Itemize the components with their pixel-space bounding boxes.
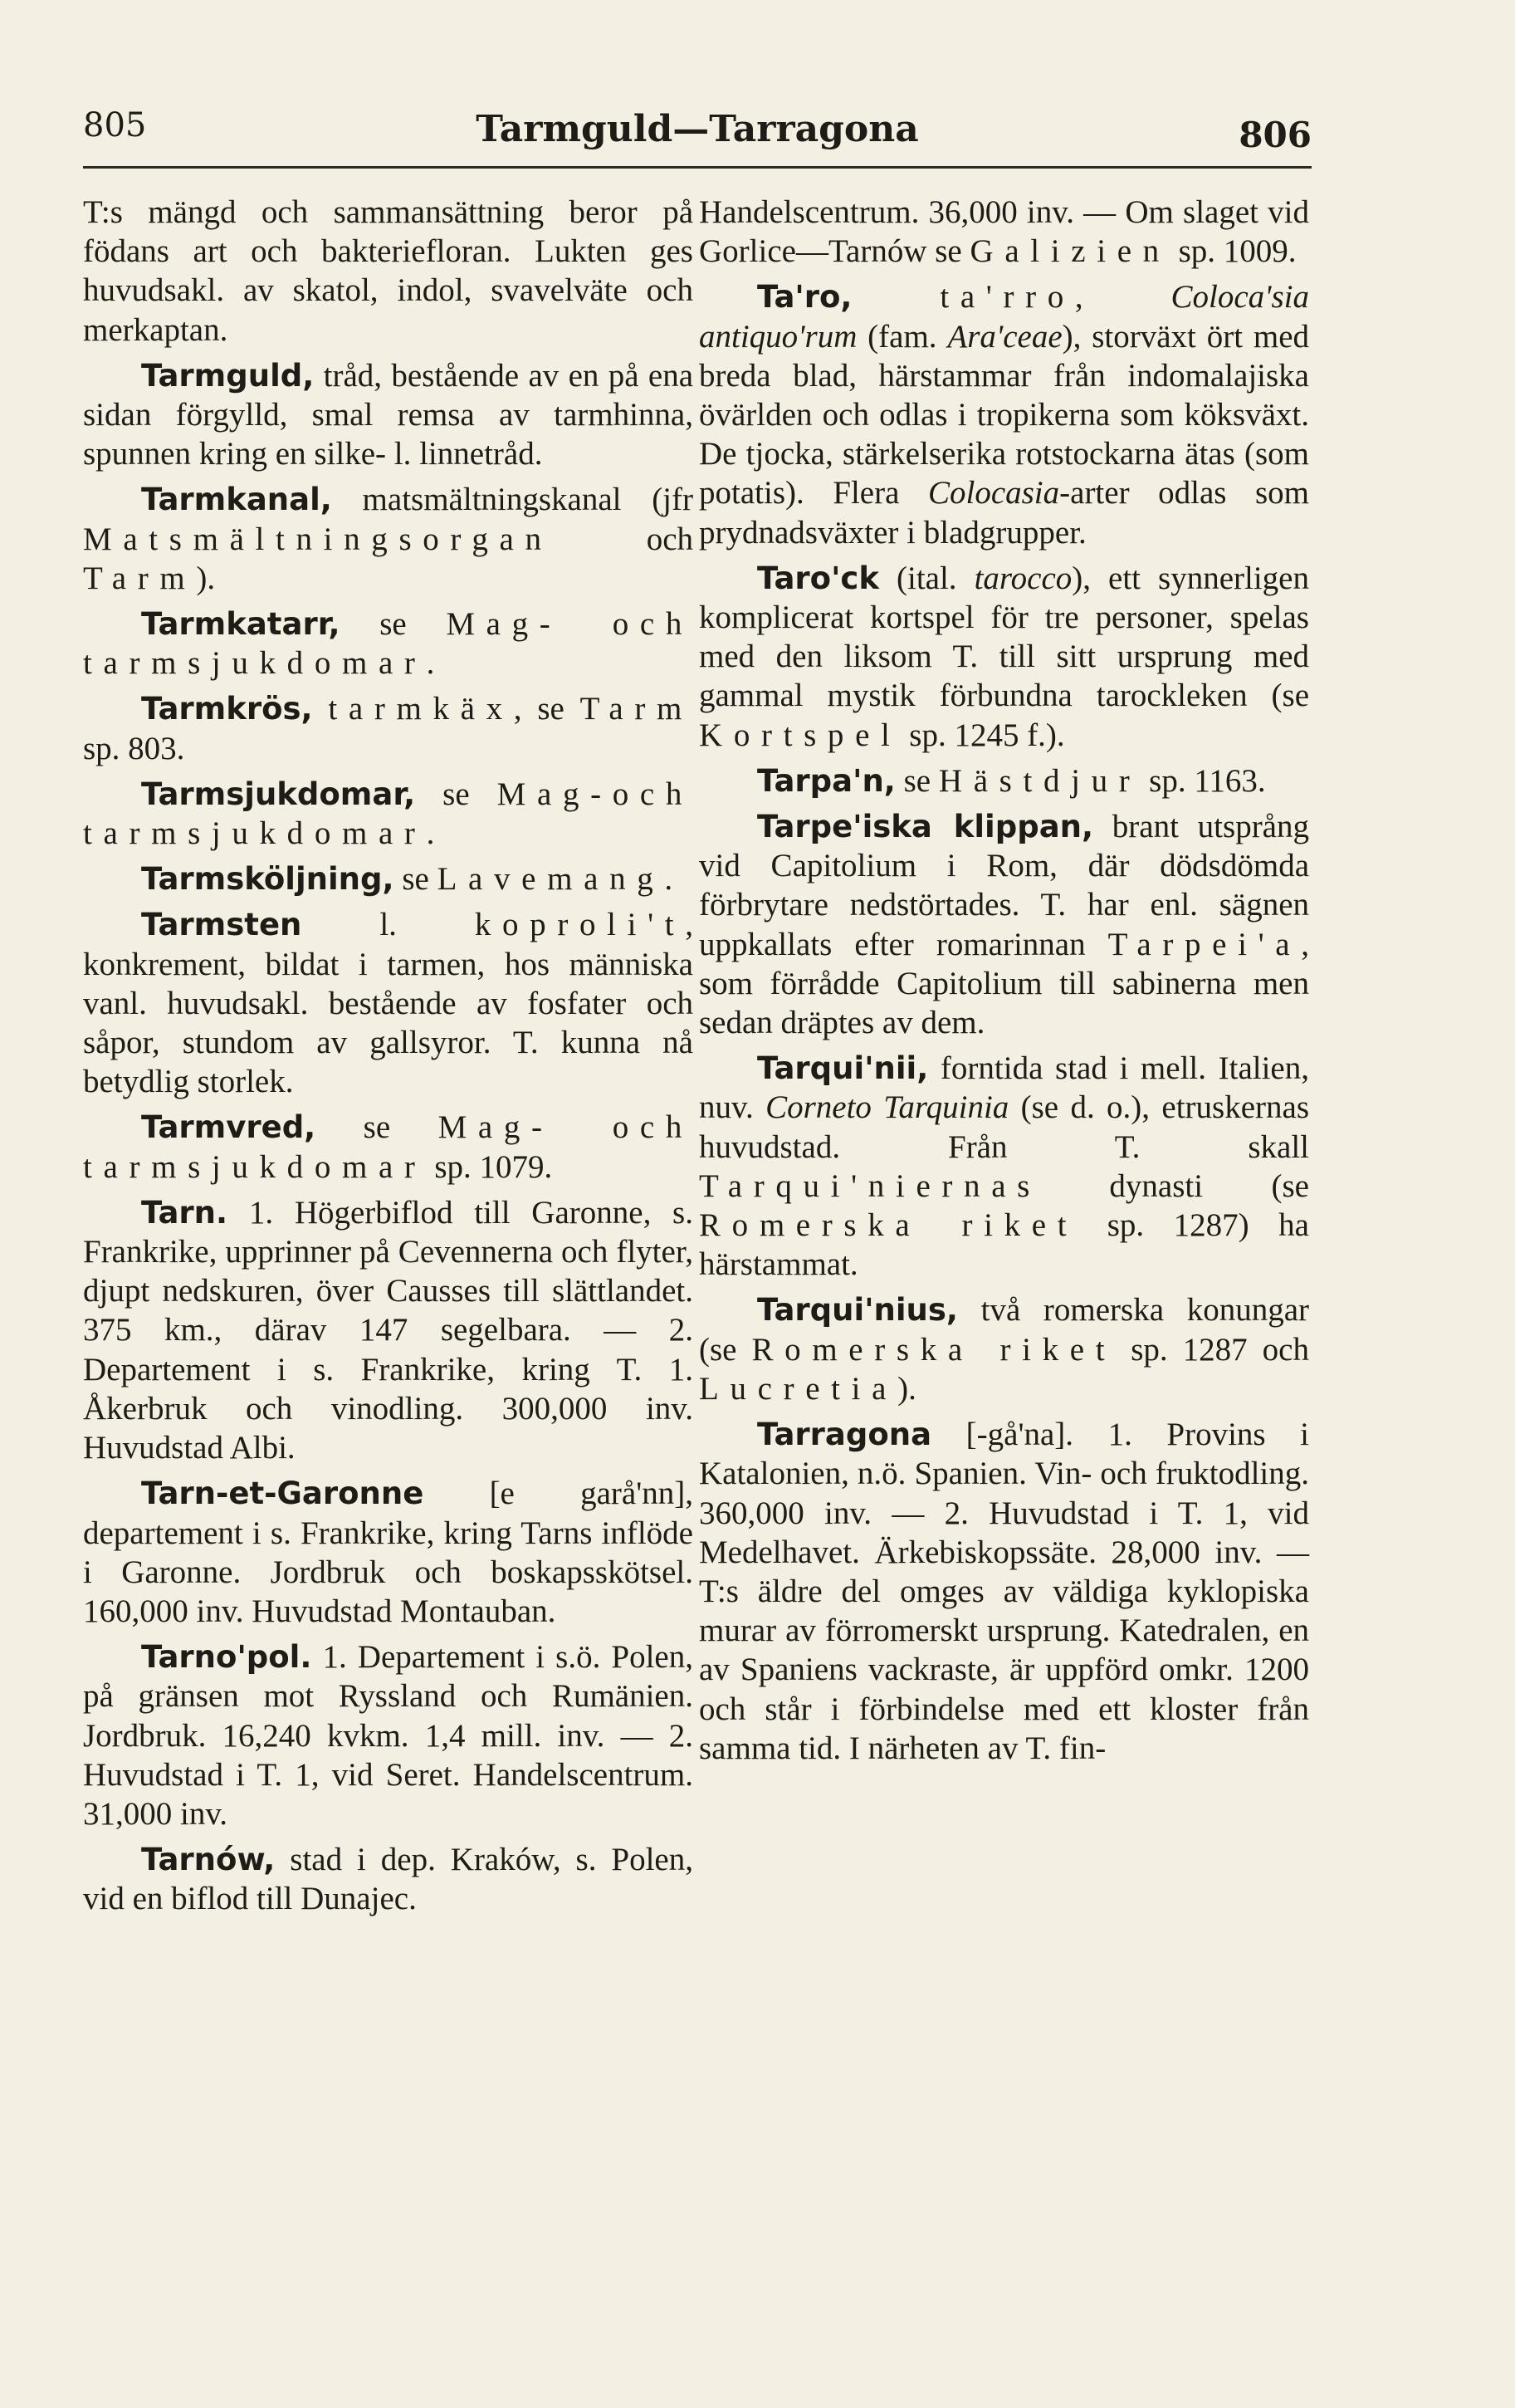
entry-text: forntida stad i mell. Italien, nuv.: [699, 1050, 1309, 1126]
entry-tarnow: [83, 1840, 693, 1918]
cross-reference: Lavemang: [437, 861, 665, 898]
genus-name: Colocasia: [927, 475, 1060, 511]
headword: Tarmguld,: [141, 357, 315, 394]
entry-text: ,: [1074, 279, 1171, 316]
cross-reference: Mag- och tarmsjukdomar: [83, 1109, 693, 1185]
entry-text: se: [393, 861, 437, 898]
headword: Tarmvred,: [141, 1109, 316, 1146]
header-rule: [83, 166, 1312, 169]
entry-text: sp. 1163.: [1141, 762, 1266, 799]
headword: Taro'ck: [757, 560, 879, 596]
left-column: [83, 193, 693, 1926]
modern-name: Corneto Tarquinia: [765, 1089, 1009, 1126]
headword: Tarmkanal,: [141, 482, 332, 518]
entry-continuation: [699, 193, 1309, 271]
synonym: tarmkäx: [328, 691, 514, 727]
entry-text: , som förrådde Capitolium till sabinerna men sedan dräptes av dem.: [699, 926, 1309, 1041]
entry-tarquinius: [699, 1290, 1309, 1408]
entry-text: T:s mängd och sammansättning beror på födans art och bakteriefloran. Lukten ges huvudsakl. av skatol, indol, svavelväte och merkaptan.: [83, 194, 693, 348]
page-number-right: 806: [1239, 115, 1312, 155]
entry-tarmkanal: [83, 480, 693, 598]
entry-text: ).: [897, 1370, 916, 1407]
latin-name: Coloca'sia antiquo'rum: [699, 279, 1310, 355]
entry-tarmskoljning: [83, 859, 693, 898]
cross-reference: Mag-och tarmsjukdomar: [83, 776, 693, 852]
headword: Tarqui'nius,: [757, 1292, 958, 1329]
page-number-left: 805: [83, 106, 147, 144]
entry-text: sp. 1287 och: [1116, 1331, 1309, 1368]
headword: Tarno'pol.: [141, 1639, 312, 1676]
headword: Tarn-et-Garonne: [141, 1476, 424, 1512]
entry-text: .: [426, 645, 435, 682]
entry-text: ), storväxt ört med breda blad, härstammar från indomalajiska övärlden och odlas i tropikerna som köksväxt. De tjocka, stärkelserika rotstockarna ätas (som potatis). Flera: [699, 318, 1309, 511]
cross-reference: Tarm: [83, 560, 197, 596]
entry-text: [853, 279, 941, 315]
entry-text: stad i dep. Kraków, s. Polen, vid en biflod till Dunajec.: [83, 1842, 693, 1917]
cross-reference: Matsmältningsorgan: [83, 521, 553, 557]
entry-text: .: [426, 815, 435, 852]
headword: Ta'ro,: [757, 279, 853, 316]
entry-tarock: [699, 559, 1309, 755]
entry-text: .: [664, 861, 673, 898]
headword: Tarmsköljning,: [141, 861, 394, 898]
headword: Tarragona: [757, 1417, 932, 1453]
headword: Tarpa'n,: [757, 762, 896, 799]
cross-reference: Galizien: [970, 233, 1170, 270]
entry-tarmsjukdomar: [83, 775, 693, 853]
entry-tarmvred: [83, 1108, 693, 1186]
right-column: [699, 193, 1309, 1774]
etymology: tarocco: [974, 560, 1073, 596]
entry-text: sp. 1287) ha härstammat.: [699, 1207, 1309, 1283]
entry-tarmkatarr: [83, 604, 693, 683]
cross-reference: Lucretia: [699, 1370, 898, 1407]
pronunciation: ta'rro: [940, 279, 1075, 316]
cross-reference: Kortspel: [699, 717, 902, 753]
headword: Tarpe'iska klippan,: [757, 809, 1094, 845]
entry-text: Handelscentrum. 36,000 inv. — Om slaget vid Gorlice—Tarnów se: [699, 194, 1309, 270]
entry-tarpeiska-klippan: [699, 807, 1309, 1042]
entry-tarn: [83, 1193, 693, 1467]
entry-text: l.: [301, 907, 475, 943]
entry-text: sp. 803.: [83, 730, 185, 766]
name-reference: Tarqui'niernas: [699, 1167, 1041, 1204]
entry-text: se: [415, 776, 497, 812]
entry-text: ), ett synnerligen komplicerat kortspel för tre personer, spelas med den liksom T. till sitt ursprung med gammal mystik förbundna tarockleken (se: [699, 560, 1309, 714]
entry-continuation: [83, 193, 693, 350]
entry-text: (fam.: [857, 318, 948, 355]
headword: Tarmsjukdomar,: [141, 776, 416, 812]
entry-text: och: [552, 521, 693, 557]
entry-text: , se: [513, 691, 580, 727]
cross-reference: Romerska riket: [751, 1331, 1117, 1368]
entry-tarragona: [699, 1415, 1309, 1768]
entry-text: se: [895, 762, 939, 799]
cross-reference: Romerska riket: [699, 1207, 1078, 1244]
entry-tarnopol: [83, 1637, 693, 1833]
entry-taro: [699, 277, 1309, 551]
entry-text: tråd, bestående av en på ena sidan förgylld, smal remsa av tarmhinna, spunnen kring en silke- l. linnetråd.: [83, 357, 693, 472]
entry-text: [-gå'na]. 1. Provins i Katalonien, n.ö. Spanien. Vin- och fruktodling. 360,000 inv. — 2. Huvudstad i T. 1, vid Medelhavet. Ärkebiskopssäte. 28,000 inv. — T:s äldre del omges av väldiga kyklopiska murar av förromerskt ursprung. Katedralen, en av Spaniens vackraste, är uppförd omkr. 1200 och står i förbindelse med ett kloster från samma tid. I närheten av T. fin-: [699, 1417, 1309, 1766]
entry-text: [313, 691, 329, 727]
headword: Tarqui'nii,: [757, 1050, 929, 1087]
entry-text: [e garå'nn], departement i s. Frankrike, kring Tarns inflöde i Garonne. Jordbruk och boskapsskötsel. 160,000 inv. Huvudstad Montauban.: [83, 1476, 693, 1629]
headword: Tarmkatarr,: [141, 606, 340, 643]
entry-text: sp. 1245 f.).: [901, 717, 1065, 753]
cross-reference: Tarm: [579, 691, 693, 727]
entry-text: sp. 1079.: [426, 1148, 553, 1185]
cross-reference: Mag- och tarmsjukdomar: [83, 606, 693, 682]
entry-text: se: [340, 606, 447, 643]
synonym: koproli't: [474, 907, 686, 943]
entry-text: -arter odlas som prydnadsväxter i bladgrupper.: [699, 475, 1309, 551]
family-name: Ara'ceae: [947, 318, 1063, 355]
entry-tarquinii: [699, 1049, 1309, 1284]
entry-tarmguld: [83, 356, 693, 474]
entry-text: dynasti (se: [1040, 1167, 1309, 1204]
entry-text: se: [315, 1109, 438, 1146]
running-title: Tarmguld—Tarragona: [476, 108, 919, 150]
entry-tarpan: [699, 761, 1309, 800]
entry-text: sp. 1009.: [1170, 233, 1297, 270]
entry-tarmsten: [83, 905, 693, 1101]
entry-text: matsmältningskanal (jfr: [331, 482, 693, 518]
entry-text: två romerska konungar (se: [699, 1292, 1309, 1368]
entry-tarmkros: [83, 689, 693, 767]
cross-reference: Hästdjur: [938, 762, 1141, 799]
entry-text: ).: [196, 560, 216, 596]
entry-text: 1. Departement i s.ö. Polen, på gränsen mot Ryssland och Rumänien. Jordbruk. 16,240 kvkm. 1,4 mill. inv. — 2. Huvudstad i T. 1, vid Seret. Handelscentrum. 31,000 inv.: [83, 1639, 693, 1832]
entry-text: 1. Högerbiflod till Garonne, s. Frankrike, upprinner på Cevennerna och flyter, djupt nedskuren, över Causses till slättlandet. 375 km., därav 147 segelbara. — 2. Departement i s. Frankrike, kring T. 1. Åkerbruk och vinodling. 300,000 inv. Huvudstad Albi.: [83, 1194, 693, 1466]
headword: Tarnów,: [141, 1842, 276, 1878]
name-reference: Tarpei'a: [1107, 926, 1302, 962]
headword: Tarn.: [141, 1194, 228, 1231]
headword: Tarmsten: [141, 907, 302, 943]
entry-text: (ital.: [878, 560, 975, 596]
entry-tarn-et-garonne: [83, 1474, 693, 1631]
entry-text: , konkrement, bildat i tarmen, hos människa vanl. huvudsakl. bestående av fosfater och såpor, stundom av gallsyror. T. kunna nå betydlig storlek.: [83, 907, 693, 1100]
entry-text: (se d. o.), etruskernas huvudstad. Från T. skall: [699, 1089, 1309, 1165]
page-header: [83, 106, 1312, 173]
headword: Tarmkrös,: [141, 691, 313, 727]
entry-text: brant utsprång vid Capitolium i Rom, där dödsdömda förbrytare nedstörtades. T. har enl. sägnen uppkallats efter romarinnan: [699, 809, 1309, 962]
